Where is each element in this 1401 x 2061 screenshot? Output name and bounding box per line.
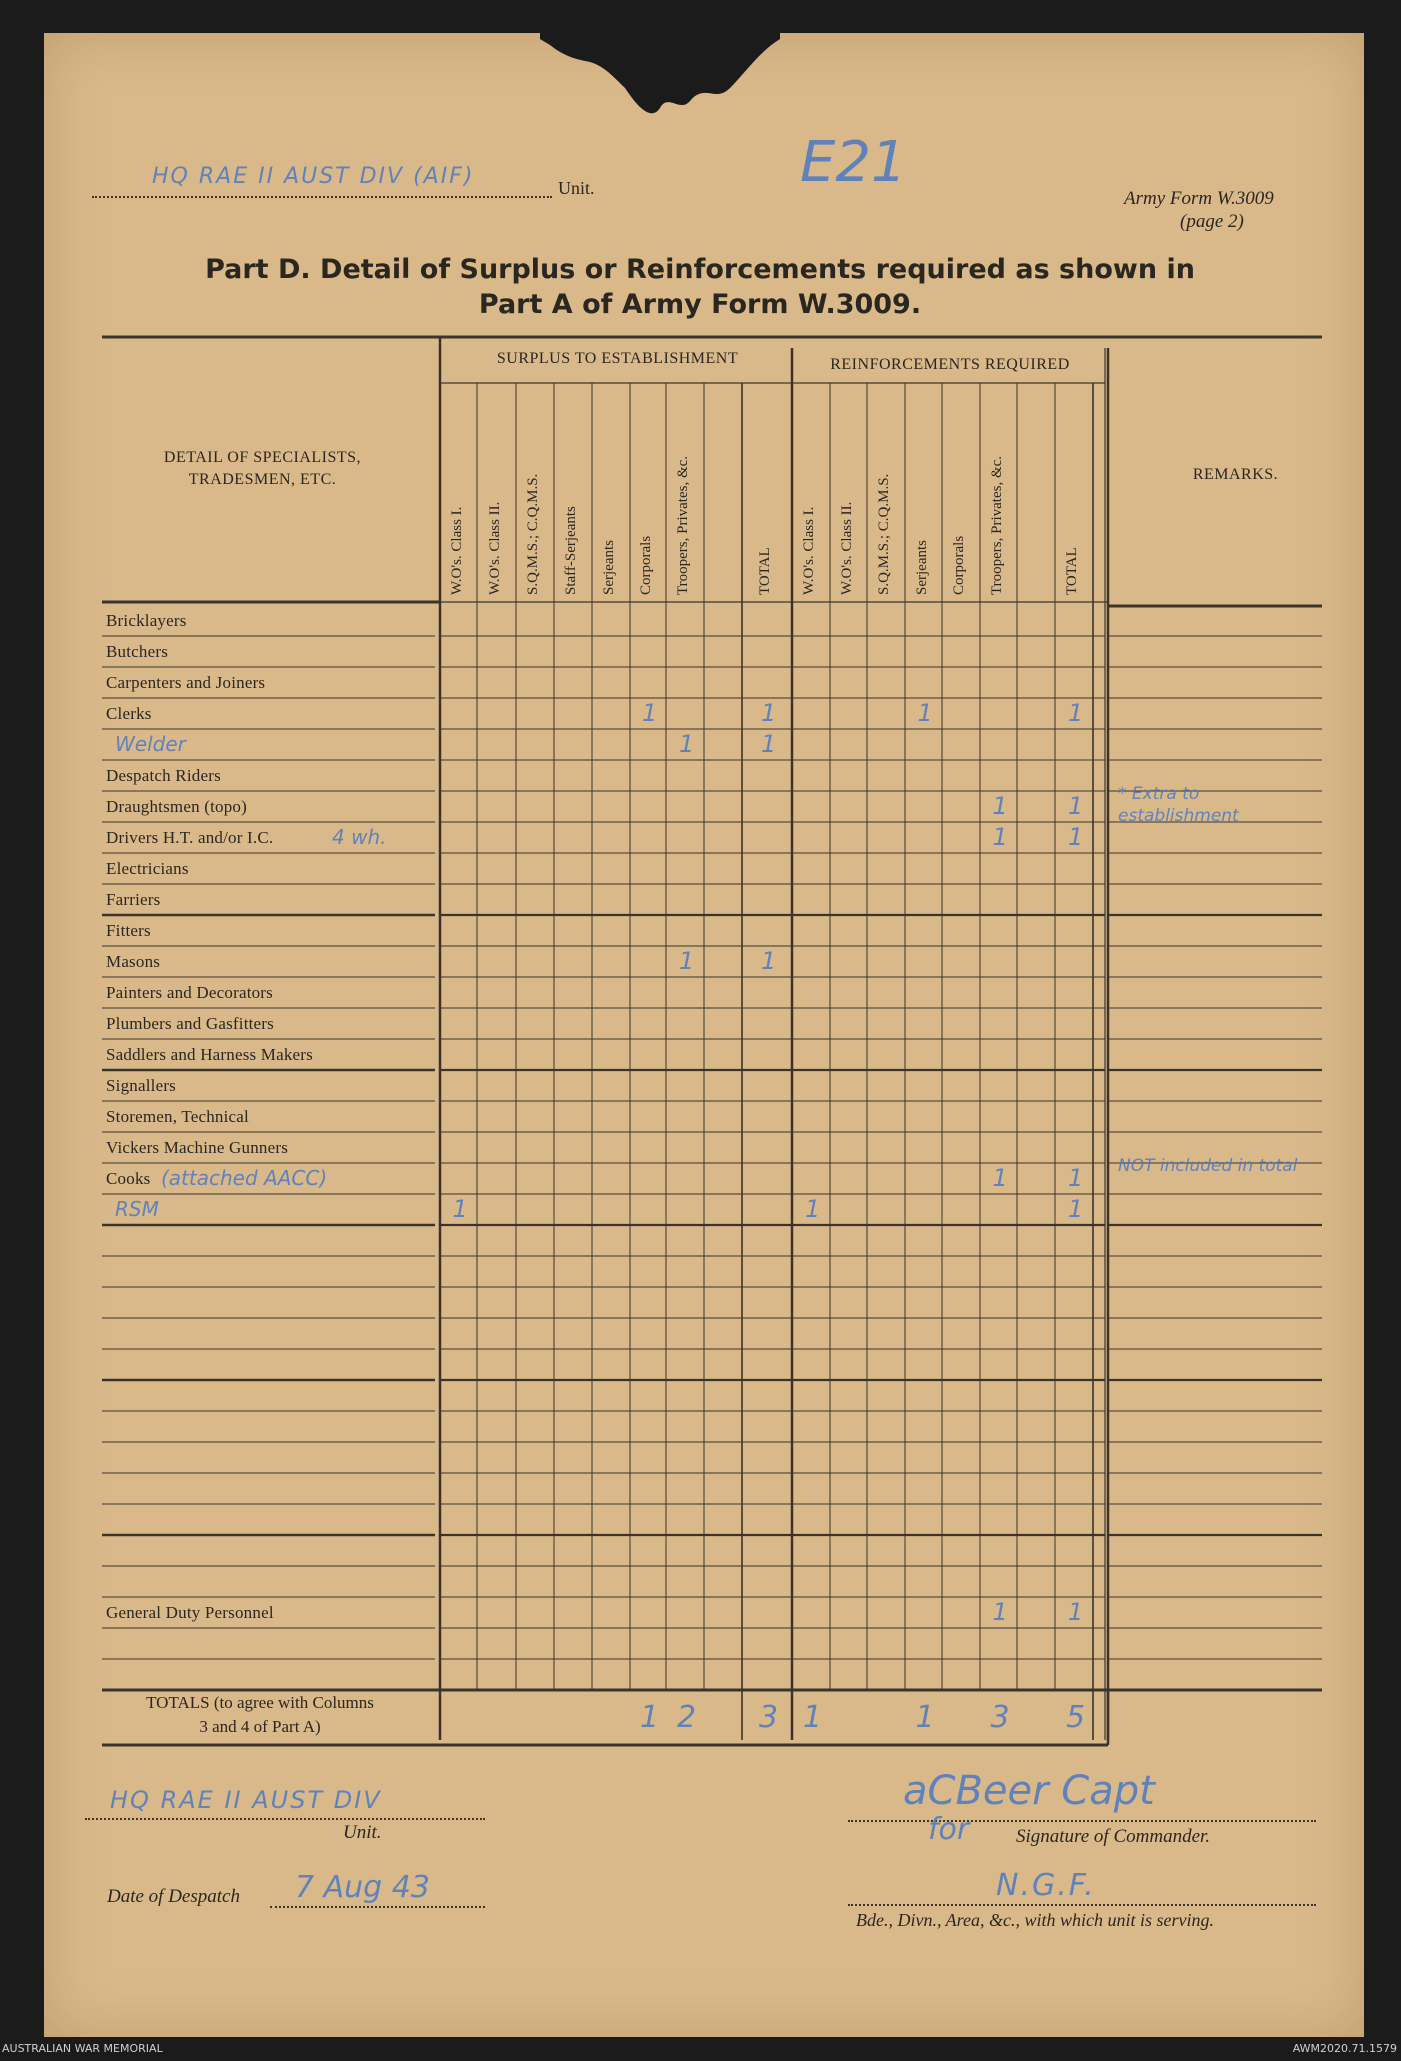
date-of-despatch bbox=[105, 1870, 505, 1915]
reinf-header: REINFORCEMENTS REQUIRED bbox=[830, 356, 1070, 373]
entry-mark: 1 bbox=[1068, 1164, 1084, 1192]
totals-label-line-1: TOTALS (to agree with Columns bbox=[146, 1693, 374, 1712]
signature-label: Signature of Commander. bbox=[1016, 1826, 1211, 1847]
totals-label bbox=[100, 1691, 420, 1739]
area-block bbox=[848, 1868, 1318, 1948]
form-name: Army Form W.3009 bbox=[1124, 188, 1274, 209]
row-label: Despatch Riders bbox=[106, 766, 221, 785]
signature-block bbox=[848, 1768, 1318, 1868]
row-handwritten: RSM bbox=[115, 1197, 159, 1221]
total-value: 3 bbox=[990, 1700, 1010, 1735]
entry-mark: 1 bbox=[992, 1598, 1008, 1626]
total-value: 5 bbox=[1066, 1700, 1086, 1735]
column-header-surplus-4: Serjeants bbox=[601, 540, 617, 595]
column-header-reinf-4: Corporals bbox=[951, 535, 967, 595]
footer-unit bbox=[85, 1780, 485, 1843]
entry-mark: 1 bbox=[761, 730, 777, 758]
archive-left: AUSTRALIAN WAR MEMORIAL bbox=[2, 2042, 163, 2055]
detail-header: DETAIL OF SPECIALISTS, TRADESMEN, ETC. bbox=[163, 449, 362, 488]
footer-unit-label: Unit. bbox=[343, 1822, 382, 1843]
entry-mark: 1 bbox=[679, 730, 695, 758]
entry-mark: 1 bbox=[679, 947, 695, 975]
row-label: Cooks bbox=[106, 1169, 151, 1188]
row-label: Plumbers and Gasfitters bbox=[106, 1014, 274, 1033]
row-label: Masons bbox=[106, 952, 161, 971]
row-label: Electricians bbox=[106, 859, 189, 878]
title-line-1: Part D. Detail of Surplus or Reinforcements required as shown in bbox=[205, 254, 1195, 285]
archive-strip bbox=[0, 2037, 1401, 2061]
column-header-surplus-1: W.O's. Class II. bbox=[486, 501, 503, 595]
area-handwritten: N.G.F. bbox=[996, 1868, 1096, 1903]
date-handwritten: 7 Aug 43 bbox=[295, 1870, 430, 1905]
row-handwritten: (attached AACC) bbox=[161, 1166, 328, 1190]
row-label: Drivers H.T. and/or I.C. bbox=[106, 828, 274, 847]
entry-mark: 1 bbox=[992, 823, 1008, 851]
archive-right: AWM2020.71.1579 bbox=[1292, 2042, 1397, 2055]
area-label: Bde., Divn., Area, &c., with which unit is serving. bbox=[856, 1910, 1214, 1930]
surplus-header: SURPLUS TO ESTABLISHMENT bbox=[496, 350, 739, 367]
entry-mark: 1 bbox=[1068, 1195, 1084, 1223]
totals-label-line-2: 3 and 4 of Part A) bbox=[199, 1717, 321, 1736]
entry-mark: 1 bbox=[642, 699, 658, 727]
entry-mark: 1 bbox=[992, 1164, 1008, 1192]
remark-note: NOT included in total bbox=[1118, 1156, 1298, 1176]
form-page: (page 2) bbox=[1180, 211, 1244, 232]
file-code: E21 bbox=[800, 130, 907, 195]
footer-unit-handwritten: HQ RAE II AUST DIV bbox=[110, 1786, 382, 1814]
column-header-surplus-5: Corporals bbox=[638, 535, 654, 595]
entry-mark: 1 bbox=[1068, 1598, 1084, 1626]
column-header-reinf-2: S.Q.M.S.; C.Q.M.S. bbox=[876, 473, 892, 595]
column-header-reinf-5: Troopers, Privates, &c. bbox=[988, 455, 1005, 595]
column-header-reinf-1: W.O's. Class II. bbox=[838, 501, 855, 595]
entry-mark: 1 bbox=[1068, 699, 1084, 727]
row-label: General Duty Personnel bbox=[106, 1603, 274, 1622]
row-label: Butchers bbox=[106, 642, 169, 661]
column-header-reinf-7: TOTAL bbox=[1064, 547, 1080, 595]
total-value: 1 bbox=[915, 1700, 935, 1735]
entry-mark: 1 bbox=[805, 1195, 821, 1223]
entry-mark: 1 bbox=[992, 792, 1008, 820]
total-value: 3 bbox=[759, 1700, 779, 1735]
total-value: 1 bbox=[640, 1700, 660, 1735]
entry-mark: 1 bbox=[1068, 823, 1084, 851]
row-label: Painters and Decorators bbox=[106, 983, 273, 1002]
row-handwritten: 4 wh. bbox=[332, 825, 387, 849]
column-header-surplus-0: W.O's. Class I. bbox=[448, 506, 465, 595]
remarks-header: REMARKS. bbox=[1192, 466, 1279, 483]
column-header-surplus-6: Troopers, Privates, &c. bbox=[675, 455, 691, 595]
row-label: Vickers Machine Gunners bbox=[106, 1138, 289, 1157]
entry-mark: 1 bbox=[1068, 792, 1084, 820]
row-label: Bricklayers bbox=[106, 611, 187, 630]
entry-mark: 1 bbox=[452, 1195, 468, 1223]
total-value: 2 bbox=[677, 1700, 697, 1735]
column-header-reinf-0: W.O's. Class I. bbox=[801, 506, 817, 595]
unit-handwritten: HQ RAE II AUST DIV (AIF) bbox=[152, 164, 475, 189]
row-label: Signallers bbox=[106, 1076, 176, 1095]
row-label: Clerks bbox=[106, 704, 152, 723]
row-handwritten: Welder bbox=[115, 732, 186, 756]
date-label: Date of Despatch bbox=[107, 1886, 240, 1907]
entry-mark: 1 bbox=[761, 699, 777, 727]
column-header-surplus-8: TOTAL bbox=[757, 547, 773, 595]
title-line-2: Part A of Army Form W.3009. bbox=[478, 289, 922, 320]
entry-mark: 1 bbox=[917, 699, 933, 727]
row-label: Fitters bbox=[106, 921, 151, 940]
column-header-surplus-2: S.Q.M.S.; C.Q.M.S. bbox=[525, 473, 541, 595]
row-label: Farriers bbox=[106, 890, 161, 909]
total-value: 1 bbox=[803, 1700, 823, 1735]
row-label: Storemen, Technical bbox=[106, 1107, 249, 1126]
signature-handwritten: aCBeer Capt bbox=[903, 1768, 1155, 1814]
signature-for: for bbox=[928, 1812, 970, 1847]
remark-note: * Extra to establishment bbox=[1118, 784, 1239, 826]
entry-mark: 1 bbox=[761, 947, 777, 975]
unit-label: Unit. bbox=[558, 178, 595, 198]
row-label: Carpenters and Joiners bbox=[106, 673, 266, 692]
column-header-reinf-3: Serjeants bbox=[913, 540, 930, 595]
row-label: Saddlers and Harness Makers bbox=[106, 1045, 313, 1064]
row-label: Draughtsmen (topo) bbox=[106, 797, 247, 816]
column-header-surplus-3: Staff-Serjeants bbox=[563, 506, 579, 595]
